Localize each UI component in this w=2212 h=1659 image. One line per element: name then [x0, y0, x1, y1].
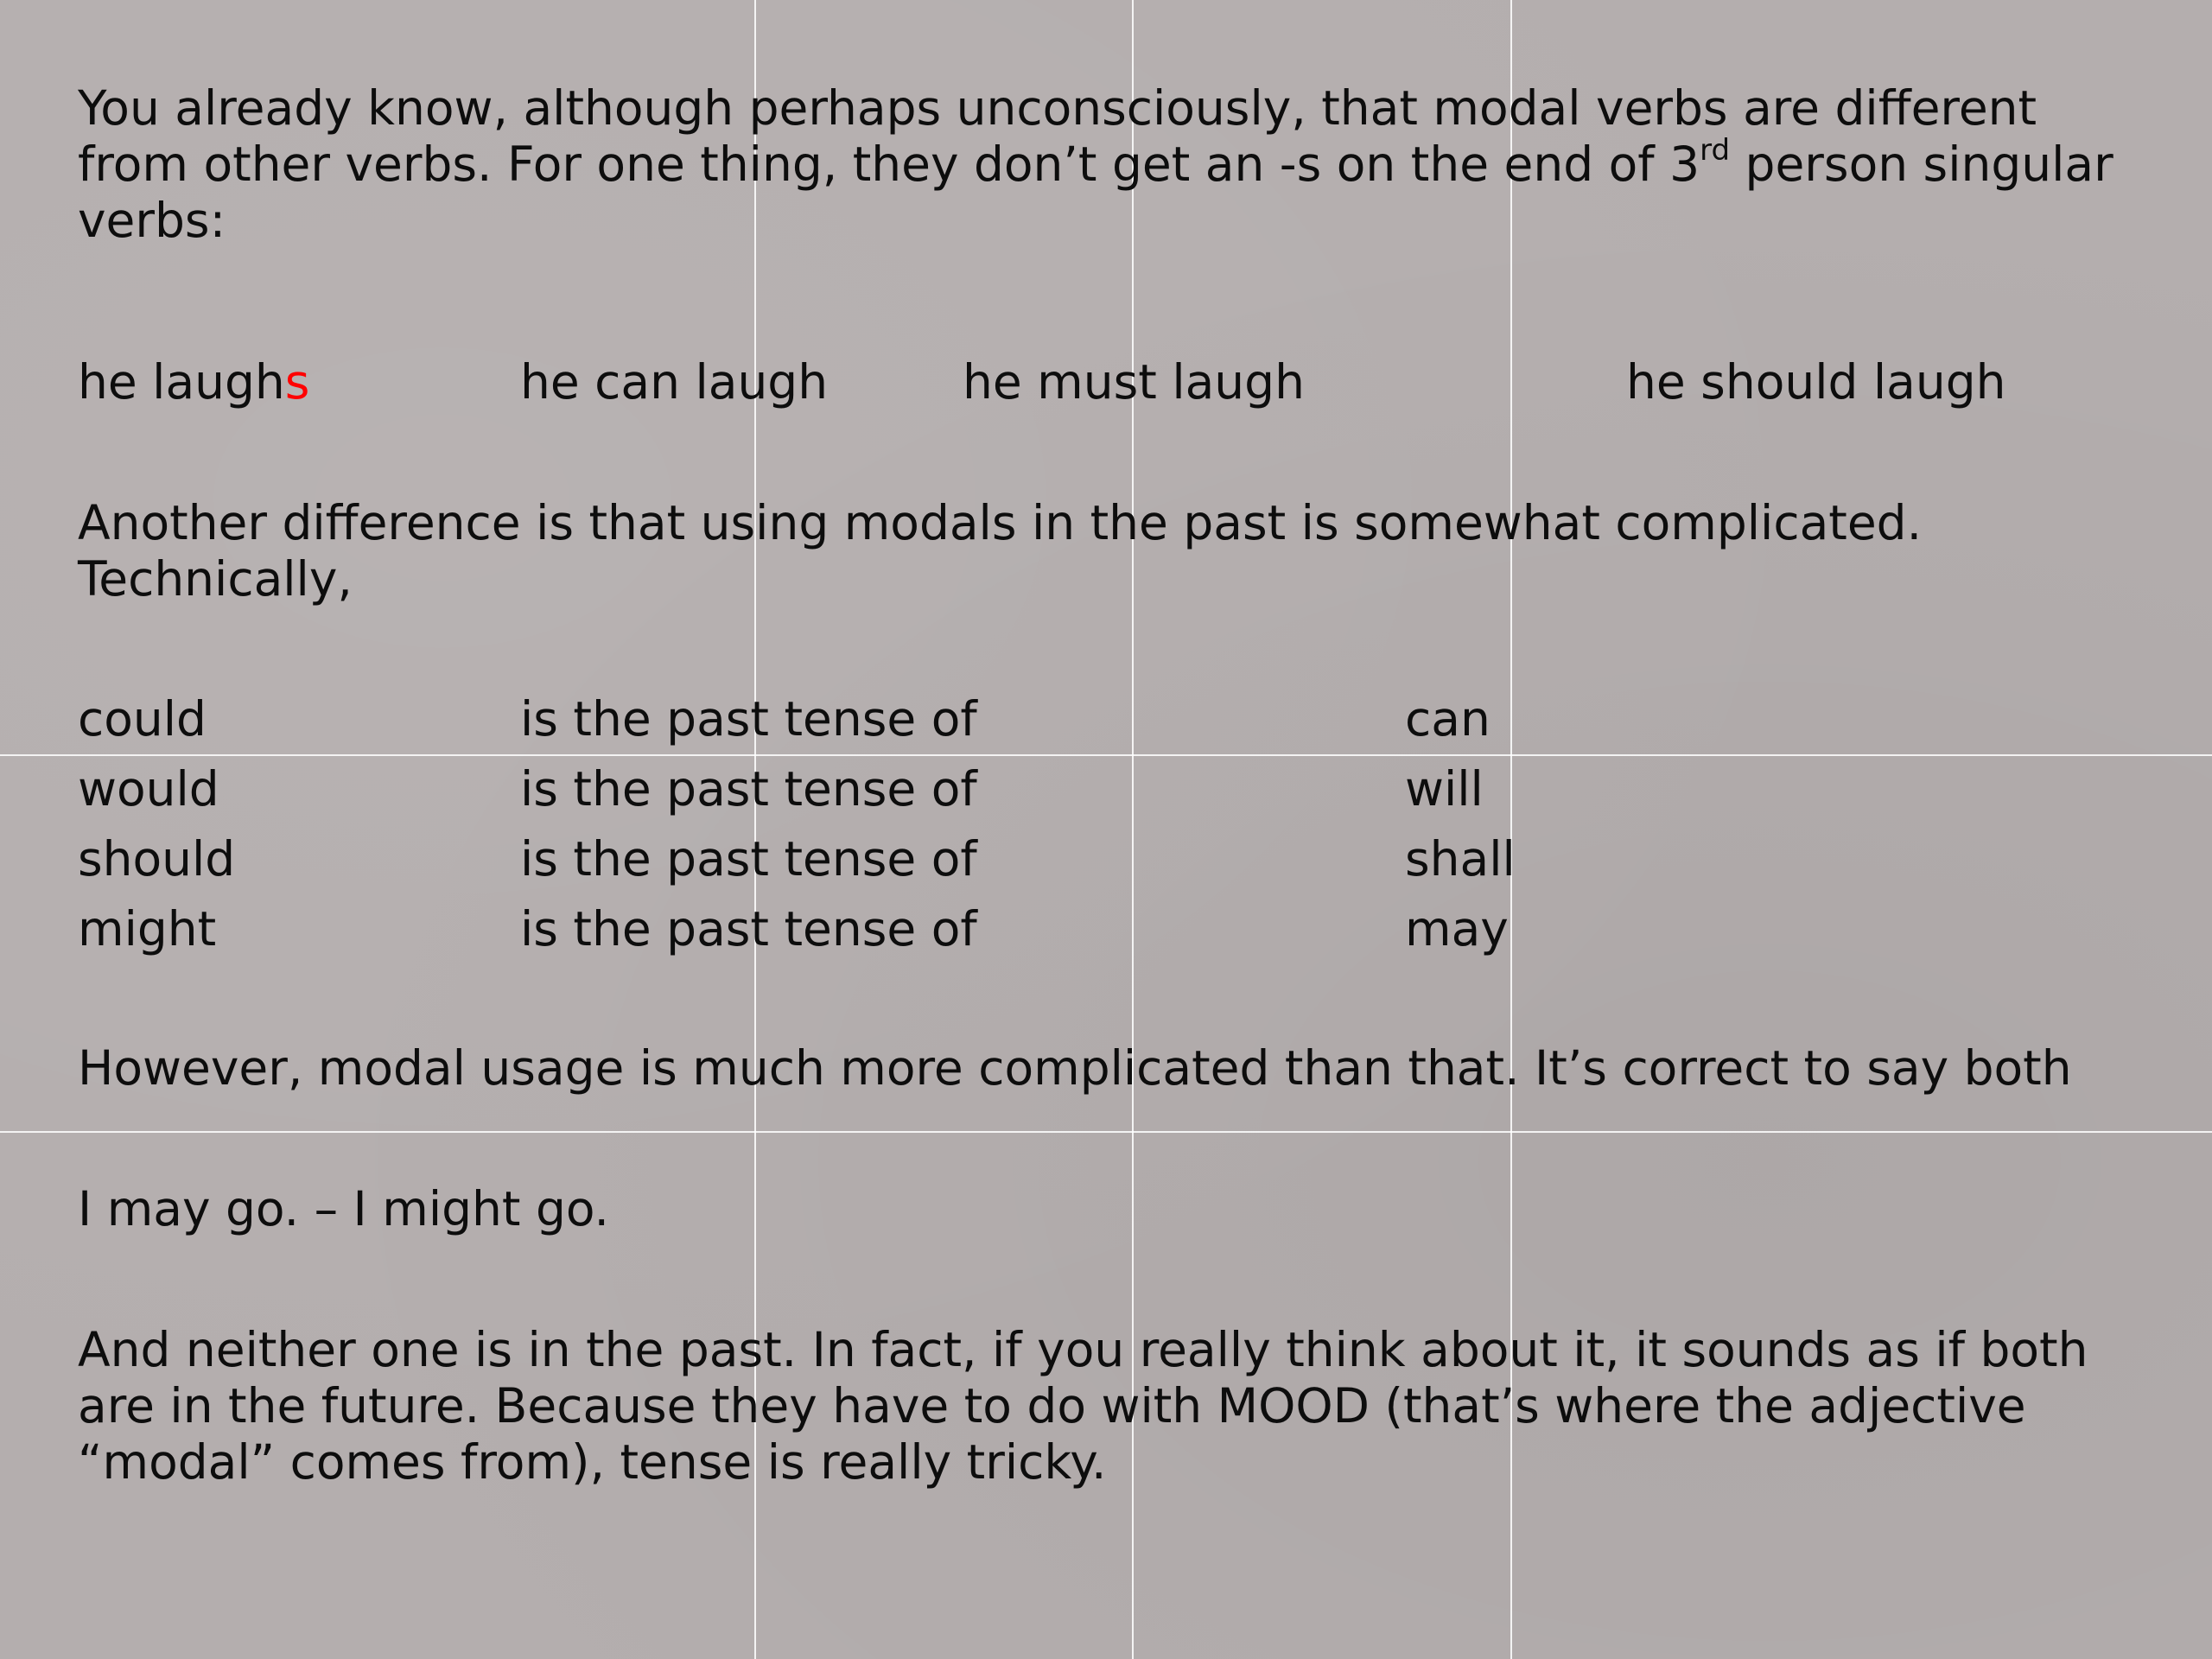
example-pair: I may go. – I might go.: [78, 1181, 610, 1236]
past-form: should: [78, 831, 236, 887]
present-form: shall: [1405, 831, 1516, 887]
grid-line-horizontal-1: [0, 754, 2212, 756]
example-he-laughs: [78, 354, 309, 410]
present-form: may: [1405, 901, 1509, 957]
intro-line-2-start: from other verbs. For one thing, they don’t get an -s on the end of 3: [78, 137, 1700, 192]
past-form: might: [78, 901, 217, 957]
difference-paragraph: [78, 495, 2169, 607]
conclusion-line-1: And neither one is in the past. In fact, if you really think about it, it sounds as if both: [78, 1322, 2088, 1377]
relation-text: is the past tense of: [520, 831, 977, 887]
intro-paragraph: [78, 80, 2169, 249]
difference-line-2: Technically,: [78, 551, 353, 607]
ordinal-superscript: rd: [1700, 133, 1731, 168]
relation-text: is the past tense of: [520, 691, 977, 747]
intro-line-2: [78, 133, 2169, 193]
conclusion-line-2: are in the future. Because they have to do with MOOD (that’s where the adjective: [78, 1378, 2026, 1433]
past-form: could: [78, 691, 207, 747]
example-he-must-laugh: he must laugh: [963, 354, 1305, 410]
conclusion-line-3: “modal” comes from), tense is really tricky.: [78, 1434, 1107, 1490]
grid-line-horizontal-2: [0, 1131, 2212, 1133]
conclusion-paragraph: [78, 1322, 2169, 1491]
intro-line-3: verbs:: [78, 193, 226, 248]
example-he-can-laugh: he can laugh: [520, 354, 829, 410]
example-laugh-base: he laugh: [78, 354, 285, 410]
present-form: will: [1405, 761, 1484, 817]
intro-line-2-end: person singular: [1730, 137, 2113, 192]
however-paragraph: However, modal usage is much more complicated than that. It’s correct to say both: [78, 1040, 2072, 1096]
past-form: would: [78, 761, 219, 817]
third-person-s-highlight: s: [284, 354, 310, 410]
relation-text: is the past tense of: [520, 901, 977, 957]
intro-line-1: You already know, although perhaps unconsciously, that modal verbs are different: [78, 80, 2037, 136]
relation-text: is the past tense of: [520, 761, 977, 817]
present-form: can: [1405, 691, 1491, 747]
example-he-should-laugh: he should laugh: [1626, 354, 2006, 410]
difference-line-1: Another difference is that using modals in the past is somewhat complicated.: [78, 495, 1923, 550]
